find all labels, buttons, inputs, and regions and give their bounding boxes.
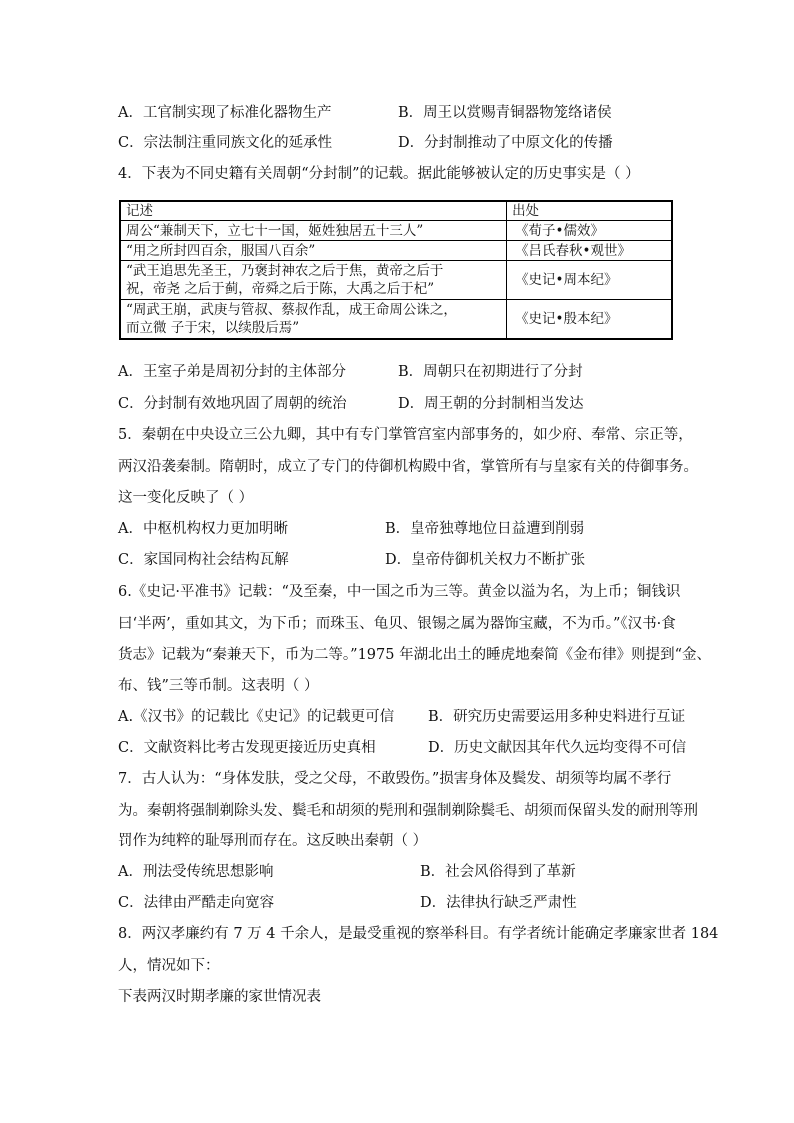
table-row [120, 241, 672, 261]
record-line: 而立微 子于宋，以续殷后焉” [126, 320, 300, 336]
q5-option-a: A．中枢机构权力更加明晰 [118, 521, 288, 537]
table-cell-source: 《吕氏春秋•观世》 [507, 241, 672, 261]
q8-line-1: 8．两汉孝廉约有 7 万 4 千余人，是最受重视的察举科目。有学者统计能确定孝廉家世者 184 [118, 926, 719, 942]
q7-line-3: 罚作为纯粹的耻辱刑而存在。这反映出秦朝（ ） [118, 833, 428, 849]
table-header-row [120, 201, 672, 221]
q5-line-2: 两汉沿袭秦制。隋朝时，成立了专门的侍御机构殿中省，掌管所有与皇家有关的侍御事务。 [118, 459, 698, 475]
q7-line-1: 7．古人认为：“身体发肤，受之父母，不敢毁伤。”损害身体及鬓发、胡须等均属不孝行 [118, 771, 672, 787]
q6-option-b: B．研究历史需要运用多种史料进行互证 [428, 709, 686, 725]
q6-line-2: 曰‘半两’，重如其文，为下币；而珠玉、龟贝、银锡之属为器饰宝藏，不为币。”《汉书·食 [118, 616, 676, 632]
q4-stem: 4．下表为不同史籍有关周朝“分封制”的记载。据此能够被认定的历史事实是（ ） [118, 166, 640, 182]
q7-option-d: D．法律执行缺乏严肃性 [420, 895, 577, 911]
record-line: “武王追思先圣王，乃褒封神农之后于焦，黄帝之后于 [126, 263, 444, 279]
q4-option-c: C．分封制有效地巩固了周朝的统治 [118, 396, 347, 412]
q7-option-a: A．刑法受传统思想影响 [118, 864, 274, 880]
q6-option-c: C．文献资料比考古发现更接近历史真相 [118, 740, 376, 756]
q6-line-3: 货志》记载为“秦兼天下，币为二等。”1975 年湖北出土的睡虎地秦简《金布律》则提到“金、 [118, 647, 711, 663]
q3-option-d: D．分封制推动了中原文化的传播 [398, 135, 613, 151]
q7-option-b: B．社会风俗得到了革新 [420, 864, 576, 880]
record-line: 祝，帝尧 之后于蓟，帝舜之后于陈，大禹之后于杞” [126, 281, 435, 297]
table-cell-source: 《史记•殷本纪》 [507, 300, 672, 340]
q8-table-caption: 下表两汉时期孝廉的家世情况表 [118, 989, 321, 1005]
q4-option-b: B．周朝只在初期进行了分封 [398, 364, 583, 380]
q4-source-table [119, 200, 673, 340]
table-cell-record [120, 300, 507, 340]
table-header-record: 记述 [120, 201, 507, 221]
q4-option-d: D．周王朝的分封制相当发达 [398, 396, 584, 412]
q5-option-b: B．皇帝独尊地位日益遭到削弱 [385, 521, 585, 537]
q5-line-3: 这一变化反映了（ ） [118, 490, 254, 506]
q5-option-c: C．家国同构社会结构瓦解 [118, 552, 289, 568]
table-header-source: 出处 [507, 201, 672, 221]
q6-option-d: D．历史文献因其年代久远均变得不可信 [428, 740, 687, 756]
table-cell-source: 《史记•周本纪》 [507, 261, 672, 300]
q6-line-1: 6.《史记·平准书》记载：“及至秦，中一国之币为三等。黄金以溢为名，为上币；铜钱识 [118, 584, 681, 600]
q3-option-c: C．宗法制注重同族文化的延承性 [118, 135, 333, 151]
record-line: “周武王崩，武庚与管叔、蔡叔作乱，成王命周公诛之， [126, 302, 457, 318]
q6-option-a: A.《汉书》的记载比《史记》的记载更可信 [118, 709, 395, 725]
q7-line-2: 为。秦朝将强制剃除头发、鬓毛和胡须的髡刑和强制剃除鬓毛、胡须而保留头发的耐刑等刑 [118, 803, 698, 819]
q6-line-4: 布、钱”三等币制。这表明（ ） [118, 678, 319, 694]
table-row [120, 300, 672, 340]
table-row [120, 261, 672, 300]
q4-option-a: A．王室子弟是周初分封的主体部分 [118, 364, 346, 380]
q7-option-c: C．法律由严酷走向宽容 [118, 895, 275, 911]
table-cell-record [120, 261, 507, 300]
table-cell-source: 《荀子•儒效》 [507, 221, 672, 241]
q5-line-1: 5．秦朝在中央设立三公九卿，其中有专门掌管宫室内部事务的，如少府、奉常、宗正等， [118, 427, 693, 443]
table-row [120, 221, 672, 241]
table-cell-record: “用之所封四百余，服国八百余” [120, 241, 507, 261]
q5-option-d: D．皇帝侍御机关权力不断扩张 [385, 552, 586, 568]
q3-option-b: B．周王以赏赐青铜器物笼络诸侯 [398, 105, 612, 121]
q3-option-a: A．工官制实现了标准化器物生产 [118, 105, 332, 121]
q8-line-2: 人，情况如下： [118, 958, 220, 974]
table-cell-record: 周公“兼制天下，立七十一国，姬姓独居五十三人” [120, 221, 507, 241]
